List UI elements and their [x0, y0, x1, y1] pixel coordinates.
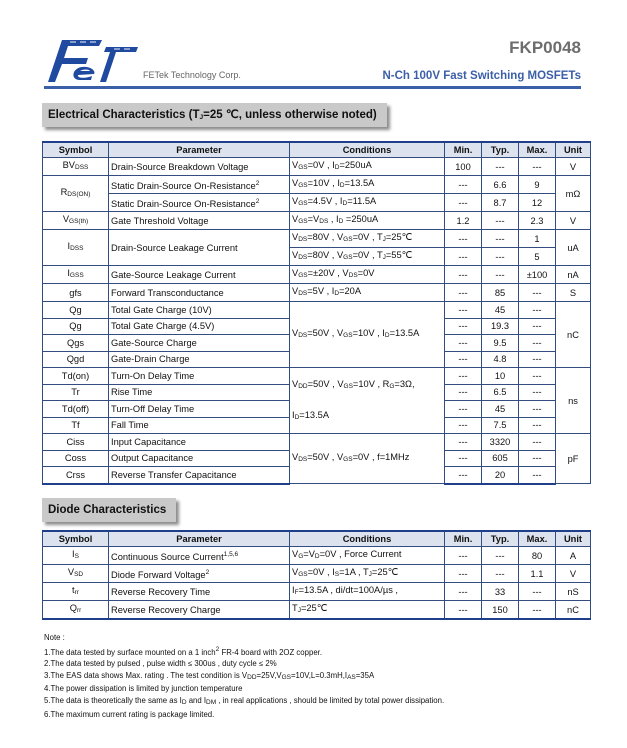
unit-cell: nC	[556, 601, 591, 620]
unit-cell: nS	[556, 583, 591, 601]
typ-cell: 10	[482, 368, 519, 385]
typ-cell: 9.5	[482, 335, 519, 352]
symbol-cell: $I_S$	[43, 547, 109, 565]
max-cell: ---	[519, 318, 556, 335]
symbol-cell: Qgs	[43, 335, 109, 352]
min-cell: ---	[445, 547, 482, 565]
unit-cell: V	[556, 565, 591, 583]
symbol-cell: Qg	[43, 302, 109, 319]
table-row	[43, 434, 591, 451]
min-cell: ---	[445, 583, 482, 601]
unit-cell: pF	[556, 434, 591, 484]
typ-cell: ---	[482, 248, 519, 266]
parameter-cell: Gate-Drain Charge	[109, 351, 290, 368]
min-cell: ---	[445, 335, 482, 352]
col-parameter: Parameter	[109, 142, 290, 158]
min-cell: ---	[445, 230, 482, 248]
notes-label: Note :	[44, 633, 65, 642]
typ-cell: ---	[482, 547, 519, 565]
typ-cell: ---	[482, 230, 519, 248]
min-cell: ---	[445, 176, 482, 194]
min-cell: ---	[445, 434, 482, 451]
min-cell: ---	[445, 351, 482, 368]
typ-cell: 45	[482, 302, 519, 319]
table-row	[43, 302, 591, 319]
parameter-cell: Gate-Source Charge	[109, 335, 290, 352]
parameter-cell: Total Gate Charge (4.5V)	[109, 318, 290, 335]
typ-cell: 33	[482, 583, 519, 601]
conditions-cell: $V_G=V_D=0V$ , Force Current	[290, 547, 445, 565]
symbol-cell: $V_{GS(th)}$	[43, 212, 109, 230]
symbol-cell: Ciss	[43, 434, 109, 451]
col-conditions: Conditions	[290, 531, 445, 547]
max-cell: ---	[519, 583, 556, 601]
conditions-cell: $V_{DS}=80V$ , $V_{GS}=0V$ , $T_J=55℃$	[290, 248, 445, 266]
max-cell: 9	[519, 176, 556, 194]
typ-cell: 7.5	[482, 417, 519, 434]
parameter-cell: Reverse Recovery Charge	[109, 601, 290, 620]
max-cell: 12	[519, 194, 556, 212]
parameter-cell: Static Drain-Source On-Resistance$^2$	[109, 176, 290, 194]
parameter-cell: Output Capacitance	[109, 450, 290, 467]
col-unit: Unit	[556, 142, 591, 158]
max-cell: ---	[519, 384, 556, 401]
max-cell: ---	[519, 417, 556, 434]
max-cell: ---	[519, 302, 556, 319]
parameter-cell: Total Gate Charge (10V)	[109, 302, 290, 319]
unit-cell: S	[556, 284, 591, 302]
conditions-cell: $V_{DD}=50V$ , $V_{GS}=10V$ , $R_G=3\Omega$, $I_D=13.5A$	[290, 368, 445, 434]
note-item: 5.The data is theoretically the same as $I_D$ and $I_{DM}$ , in real applications , should be limited by total power dissipation.	[44, 695, 445, 706]
table-row	[43, 601, 591, 620]
conditions-cell: $I_F=13.5A$ , di/dt=100A/µs ,	[290, 583, 445, 601]
symbol-cell: Crss	[43, 467, 109, 484]
min-cell: ---	[445, 302, 482, 319]
symbol-cell: Coss	[43, 450, 109, 467]
col-max: Max.	[519, 142, 556, 158]
unit-cell: mΩ	[556, 176, 591, 212]
typ-cell: ---	[482, 565, 519, 583]
note-item: 4.The power dissipation is limited by junction temperature	[44, 684, 243, 694]
col-conditions: Conditions	[290, 142, 445, 158]
diode-section-title	[42, 498, 176, 522]
col-parameter: Parameter	[109, 531, 290, 547]
typ-cell: 45	[482, 401, 519, 418]
diode-table	[42, 530, 591, 620]
max-cell: ---	[519, 450, 556, 467]
conditions-cell: $V_{GS}=V_{DS}$ , $I_D =250uA$	[290, 212, 445, 230]
typ-cell: 6.6	[482, 176, 519, 194]
max-cell: ---	[519, 284, 556, 302]
min-cell: ---	[445, 417, 482, 434]
part-number: FKP0048	[509, 38, 581, 57]
product-subtitle: N-Ch 100V Fast Switching MOSFETs	[382, 70, 581, 82]
max-cell: ---	[519, 368, 556, 385]
symbol-cell: Tf	[43, 417, 109, 434]
unit-cell: nA	[556, 266, 591, 284]
conditions-cell: $V_{GS}=0V$ , $I_S=1A$ , $T_J=25℃$	[290, 565, 445, 583]
conditions-cell: $V_{DS}=50V$ , $V_{GS}=10V$ , $I_D=13.5A$	[290, 302, 445, 368]
typ-cell: 20	[482, 467, 519, 484]
symbol-cell: Qgd	[43, 351, 109, 368]
min-cell: ---	[445, 194, 482, 212]
typ-cell: 605	[482, 450, 519, 467]
max-cell: 80	[519, 547, 556, 565]
max-cell: 2.3	[519, 212, 556, 230]
max-cell: 1	[519, 230, 556, 248]
min-cell: ---	[445, 601, 482, 620]
parameter-cell: Reverse Recovery Time	[109, 583, 290, 601]
parameter-cell: Drain-Source Leakage Current	[109, 230, 290, 266]
symbol-cell: $R_{DS(ON)}$	[43, 176, 109, 212]
parameter-cell: Turn-Off Delay Time	[109, 401, 290, 418]
max-cell: ---	[519, 335, 556, 352]
unit-cell: ns	[556, 368, 591, 434]
diode-section-label: Diode Characteristics	[48, 504, 167, 516]
parameter-cell: Input Capacitance	[109, 434, 290, 451]
min-cell: ---	[445, 401, 482, 418]
typ-cell: 19.3	[482, 318, 519, 335]
company-name: FETek Technology Corp.	[143, 70, 241, 80]
conditions-cell: $T_J=25℃$	[290, 601, 445, 620]
typ-cell: ---	[482, 158, 519, 176]
conditions-cell: $V_{GS}=10V$ , $I_D=13.5A$	[290, 176, 445, 194]
symbol-cell: Td(off)	[43, 401, 109, 418]
table-header-row	[43, 531, 591, 547]
conditions-cell: $V_{DS}=50V$ , $V_{GS}=0V$ , f=1MHz	[290, 434, 445, 484]
table-header-row	[43, 142, 591, 158]
parameter-cell: Reverse Transfer Capacitance	[109, 467, 290, 484]
min-cell: ---	[445, 450, 482, 467]
typ-cell: 150	[482, 601, 519, 620]
table-row	[43, 547, 591, 565]
col-symbol: Symbol	[43, 142, 109, 158]
min-cell: ---	[445, 318, 482, 335]
table-row	[43, 368, 591, 385]
min-cell: 100	[445, 158, 482, 176]
header-rule	[44, 86, 581, 89]
min-cell: ---	[445, 266, 482, 284]
note-item: 3.The EAS data shows Max. rating . The test condition is $V_{DD}=25V,V_{GS}=10V,L=0.3mH,I_{AS}=35A$	[44, 670, 375, 681]
symbol-cell: $I_{DSS}$	[43, 230, 109, 266]
max-cell: ---	[519, 467, 556, 484]
min-cell: ---	[445, 368, 482, 385]
table-row	[43, 565, 591, 583]
table-row	[43, 176, 591, 194]
col-unit: Unit	[556, 531, 591, 547]
conditions-cell: $V_{DS}=5V$ , $I_D=20A$	[290, 284, 445, 302]
min-cell: ---	[445, 248, 482, 266]
conditions-cell: $V_{GS}=0V$ , $I_D=250uA$	[290, 158, 445, 176]
conditions-cell: $V_{DS}=80V$ , $V_{GS}=0V$ , $T_J=25℃$	[290, 230, 445, 248]
unit-cell: V	[556, 212, 591, 230]
col-max: Max.	[519, 531, 556, 547]
col-min: Min.	[445, 531, 482, 547]
parameter-cell: Diode Forward Voltage$^2$	[109, 565, 290, 583]
unit-cell: nC	[556, 302, 591, 368]
unit-cell: uA	[556, 230, 591, 266]
symbol-cell: Tr	[43, 384, 109, 401]
max-cell: ---	[519, 601, 556, 620]
min-cell: ---	[445, 565, 482, 583]
typ-cell: 3320	[482, 434, 519, 451]
conditions-cell: $V_{GS}=4.5V$ , $I_D=11.5A$	[290, 194, 445, 212]
col-symbol: Symbol	[43, 531, 109, 547]
max-cell: 5	[519, 248, 556, 266]
typ-cell: 4.8	[482, 351, 519, 368]
typ-cell: 8.7	[482, 194, 519, 212]
max-cell: 1.1	[519, 565, 556, 583]
parameter-cell: Static Drain-Source On-Resistance$^2$	[109, 194, 290, 212]
min-cell: 1.2	[445, 212, 482, 230]
typ-cell: 6.5	[482, 384, 519, 401]
col-min: Min.	[445, 142, 482, 158]
table-row	[43, 266, 591, 284]
symbol-cell: $BV_{DSS}$	[43, 158, 109, 176]
symbol-cell: $V_{SD}$	[43, 565, 109, 583]
parameter-cell: Rise Time	[109, 384, 290, 401]
electrical-section-title: Electrical Characteristics ($T_J=25$ ℃, unless otherwise noted)	[42, 103, 387, 127]
symbol-cell: $I_{GSS}$	[43, 266, 109, 284]
max-cell: ±100	[519, 266, 556, 284]
symbol-cell: $Q_{rr}$	[43, 601, 109, 620]
symbol-cell: Qg	[43, 318, 109, 335]
typ-cell: ---	[482, 266, 519, 284]
col-typ: Typ.	[482, 142, 519, 158]
table-row	[43, 284, 591, 302]
min-cell: ---	[445, 384, 482, 401]
table-row	[43, 212, 591, 230]
min-cell: ---	[445, 467, 482, 484]
table-row	[43, 158, 591, 176]
note-item: 6.The maximum current rating is package limited.	[44, 709, 215, 719]
typ-cell: ---	[482, 212, 519, 230]
parameter-cell: Gate-Source Leakage Current	[109, 266, 290, 284]
symbol-cell: $t_{rr}$	[43, 583, 109, 601]
parameter-cell: Continuous Source Current$^{1,5,6}$	[109, 547, 290, 565]
symbol-cell: Td(on)	[43, 368, 109, 385]
notes	[44, 632, 444, 720]
typ-cell: 85	[482, 284, 519, 302]
max-cell: ---	[519, 158, 556, 176]
min-cell: ---	[445, 284, 482, 302]
unit-cell: A	[556, 547, 591, 565]
table-row	[43, 194, 591, 212]
symbol-cell: gfs	[43, 284, 109, 302]
note-item: 1.The data tested by surface mounted on a 1 inch$^2$ FR-4 board with 2OZ copper.	[44, 645, 322, 657]
electrical-table	[42, 141, 591, 485]
note-item: 2.The data tested by pulsed , pulse width ≤ 300us , duty cycle ≤ 2%	[44, 659, 277, 669]
col-typ: Typ.	[482, 531, 519, 547]
parameter-cell: Turn-On Delay Time	[109, 368, 290, 385]
max-cell: ---	[519, 351, 556, 368]
table-row	[43, 583, 591, 601]
parameter-cell: Drain-Source Breakdown Voltage	[109, 158, 290, 176]
parameter-cell: Fall Time	[109, 417, 290, 434]
conditions-cell: $V_{GS}=\pm 20V$ , $V_{DS}=0V$	[290, 266, 445, 284]
parameter-cell: Forward Transconductance	[109, 284, 290, 302]
parameter-cell: Gate Threshold Voltage	[109, 212, 290, 230]
table-row	[43, 230, 591, 248]
max-cell: ---	[519, 434, 556, 451]
max-cell: ---	[519, 401, 556, 418]
unit-cell: V	[556, 158, 591, 176]
fetek-logo	[40, 34, 140, 86]
